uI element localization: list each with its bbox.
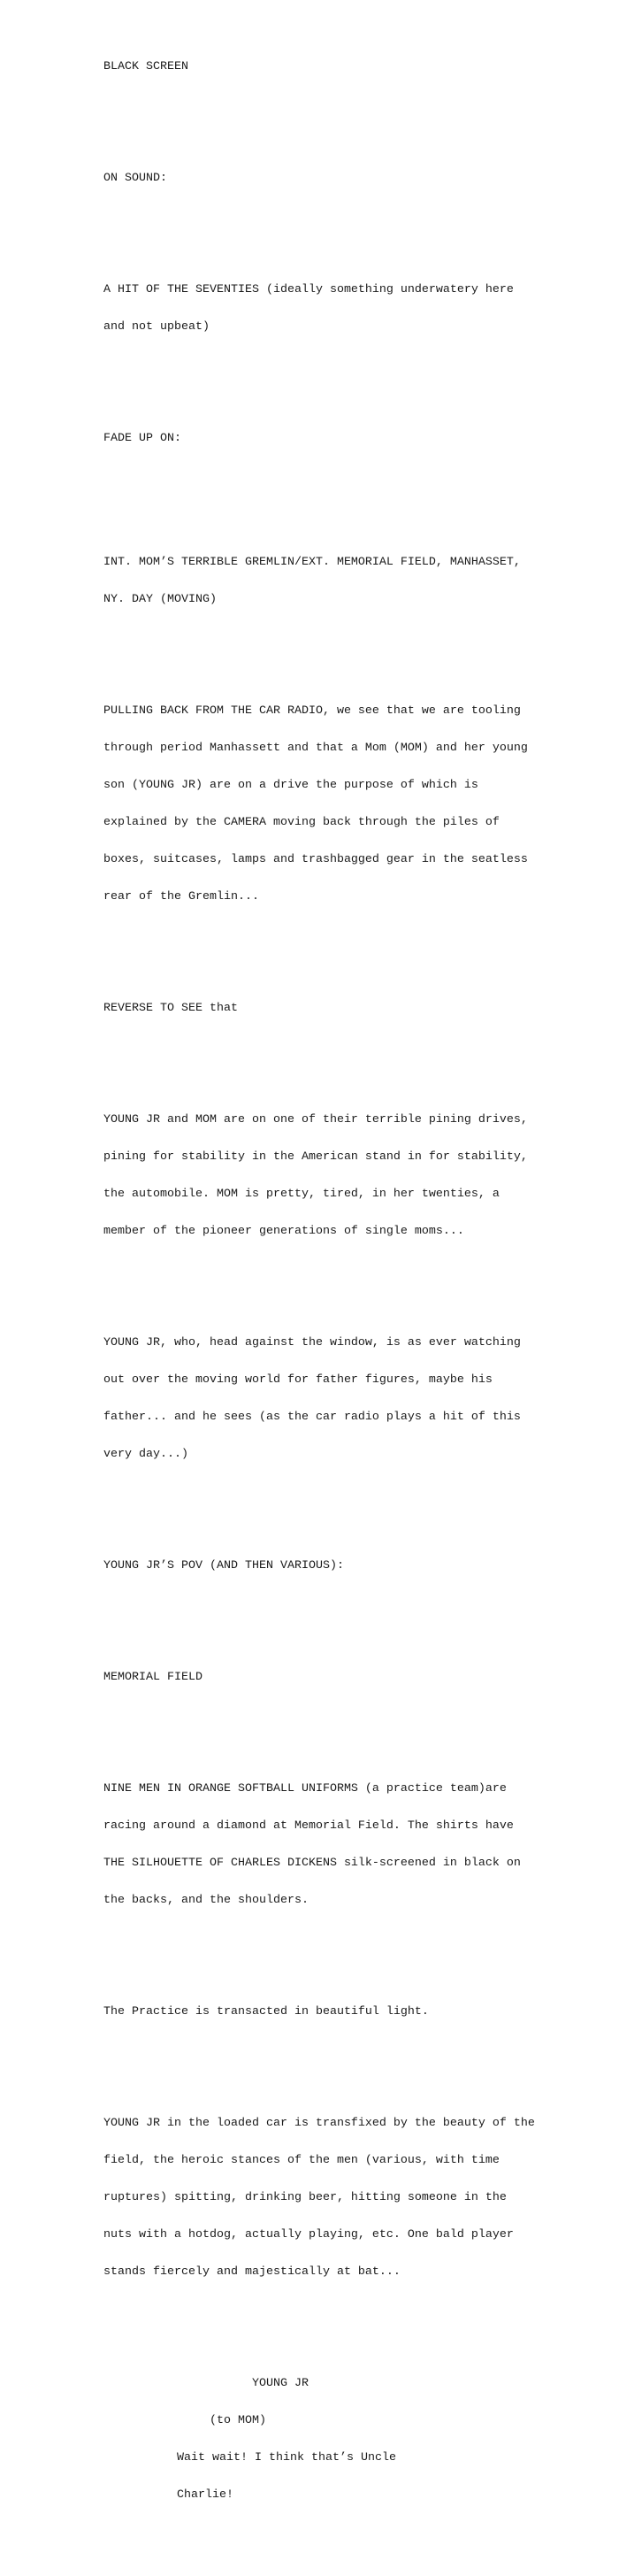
transition-line: FADE UP ON: xyxy=(103,432,181,445)
action-line: THE SILHOUETTE OF CHARLES DICKENS silk-screened in black on xyxy=(103,1857,521,1870)
action-line: boxes, suitcases, lamps and trashbagged gear in the seatless xyxy=(103,853,528,866)
action-transfixed xyxy=(103,2093,599,2303)
action-line: nuts with a hotdog, actually playing, etc. One bald player xyxy=(103,2228,514,2242)
action-line: REVERSE TO SEE that xyxy=(103,1002,238,1015)
action-line: YOUNG JR and MOM are on one of their terrible pining drives, xyxy=(103,1113,528,1127)
action-line: NINE MEN IN ORANGE SOFTBALL UNIFORMS (a practice team)are xyxy=(103,1782,507,1796)
action-nine-men xyxy=(103,1758,599,1932)
dialogue-block xyxy=(103,2353,599,2526)
action-practice-light xyxy=(103,1981,599,2043)
scene-heading-line: NY. DAY (MOVING) xyxy=(103,593,217,606)
action-memorial-field xyxy=(103,1647,599,1709)
screenplay-text xyxy=(103,0,599,2576)
scene-heading xyxy=(103,532,599,631)
action-black-screen xyxy=(103,36,599,98)
action-line: BLACK SCREEN xyxy=(103,60,188,73)
dialogue-line: Wait wait! I think that’s Uncle xyxy=(177,2451,396,2465)
action-line: YOUNG JR, who, head against the window, is as ever watching xyxy=(103,1336,521,1350)
action-line: explained by the CAMERA moving back through the piles of xyxy=(103,816,500,829)
action-line: YOUNG JR’S POV (AND THEN VARIOUS): xyxy=(103,1559,344,1573)
action-line: A HIT OF THE SEVENTIES (ideally something underwatery here xyxy=(103,283,514,296)
action-on-sound xyxy=(103,148,599,210)
action-line: the backs, and the shoulders. xyxy=(103,1894,309,1907)
action-line: the automobile. MOM is pretty, tired, in her twenties, a xyxy=(103,1188,500,1201)
action-music-cue xyxy=(103,259,599,358)
action-pov xyxy=(103,1535,599,1597)
action-pulling-back xyxy=(103,681,599,928)
dialogue-line: Charlie! xyxy=(177,2488,233,2502)
action-line: through period Manhassett and that a Mom (MOM) and her young xyxy=(103,742,528,755)
action-line: rear of the Gremlin... xyxy=(103,890,259,904)
action-pining-drives xyxy=(103,1089,599,1263)
transition-fade-up xyxy=(103,408,599,470)
scene-heading-line: INT. MOM’S TERRIBLE GREMLIN/EXT. MEMORIAL FIELD, MANHASSET, xyxy=(103,556,521,569)
action-line: ruptures) spitting, drinking beer, hitting someone in the xyxy=(103,2191,507,2204)
action-line: stands fiercely and majestically at bat... xyxy=(103,2265,401,2279)
action-line: racing around a diamond at Memorial Field. The shirts have xyxy=(103,1819,514,1833)
action-line: The Practice is transacted in beautiful light. xyxy=(103,2005,429,2019)
action-line: YOUNG JR in the loaded car is transfixed by the beauty of the xyxy=(103,2117,535,2130)
action-line: son (YOUNG JR) are on a drive the purpose of which is xyxy=(103,779,478,792)
action-line: PULLING BACK FROM THE CAR RADIO, we see that we are tooling xyxy=(103,704,521,718)
action-window xyxy=(103,1312,599,1486)
action-reverse xyxy=(103,978,599,1040)
action-line: field, the heroic stances of the men (various, with time xyxy=(103,2154,500,2167)
parenthetical: (to MOM) xyxy=(210,2414,266,2427)
action-line: member of the pioneer generations of single moms... xyxy=(103,1225,464,1238)
character-name: YOUNG JR xyxy=(252,2377,309,2390)
action-line: pining for stability in the American stand in for stability, xyxy=(103,1150,528,1164)
action-line: MEMORIAL FIELD xyxy=(103,1671,203,1684)
action-line: father... and he sees (as the car radio plays a hit of this xyxy=(103,1411,521,1424)
action-line: very day...) xyxy=(103,1448,188,1461)
action-line: and not upbeat) xyxy=(103,320,210,334)
action-line: ON SOUND: xyxy=(103,172,167,185)
action-line: out over the moving world for father figures, maybe his xyxy=(103,1373,493,1387)
